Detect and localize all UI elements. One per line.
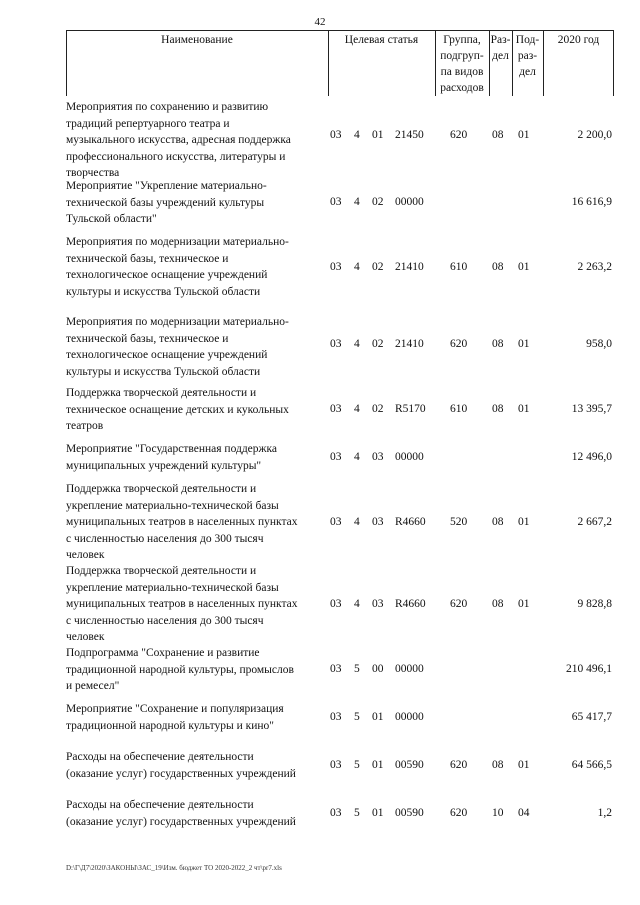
code-subprogram: 4 [354,451,360,463]
row-name: Мероприятия по модернизации материально- технической базы, техническое и технологическое оснащение учреждений культуры и искусства Тульской области [66,236,289,298]
code-program: 03 [330,516,342,528]
expense-group: 620 [450,598,468,610]
header-name: Наименование [161,34,233,46]
code-event: 01 [372,759,384,771]
code-event: 00 [372,663,384,675]
code-direction: 00000 [395,196,424,208]
code-event: 03 [372,451,384,463]
expense-group: 610 [450,403,468,415]
code-subprogram: 4 [354,261,360,273]
code-subprogram: 5 [354,807,360,819]
code-event: 03 [372,516,384,528]
code-direction: 21410 [395,338,424,350]
code-program: 03 [330,598,342,610]
row-name: Мероприятие "Государственная поддержка муниципальных учреждений культуры" [66,443,278,472]
row-name: Поддержка творческой деятельности и укрепление материально-технической базы муниципальных театров в населенных пунктах с численностью населения до 300 тысяч человек [66,565,298,643]
section-code: 10 [492,807,504,819]
code-direction: 00000 [395,663,424,675]
code-event: 01 [372,129,384,141]
amount: 2 263,2 [577,261,612,273]
code-subprogram: 4 [354,598,360,610]
code-direction: 00590 [395,759,424,771]
file-path-footer: D:\Г\Д7\2020\ЗАКОНЫ\ЗАС_19\Изм. бюджет ТО 2020-2022_2 чт\pr7.xls [66,864,282,872]
row-name: Расходы на обеспечение деятельности (оказание услуг) государственных учреждений [66,751,296,780]
row-name: Мероприятия по сохранению и развитию традиций репертуарного театра и музыкального искусства, адресная поддержка профессионального искусства, литературы и творчества [66,101,291,179]
row-name: Расходы на обеспечение деятельности (оказание услуг) государственных учреждений [66,799,296,828]
expense-group: 520 [450,516,468,528]
row-name: Мероприятия по модернизации материально- технической базы, техническое и технологическое оснащение учреждений культуры и искусства Тульской области [66,316,289,378]
section-code: 08 [492,759,504,771]
code-event: 01 [372,807,384,819]
amount: 13 395,7 [571,403,612,415]
code-direction: 21450 [395,129,424,141]
section-code: 08 [492,516,504,528]
code-subprogram: 4 [354,516,360,528]
section-code: 08 [492,403,504,415]
code-program: 03 [330,338,342,350]
header-subsection: Под- раз- дел [515,34,540,78]
section-code: 08 [492,338,504,350]
amount: 210 496,1 [566,663,612,675]
code-direction: 21410 [395,261,424,273]
code-direction: 00000 [395,711,424,723]
subsection-code: 04 [518,807,530,819]
subsection-code: 01 [518,516,530,528]
table-header [66,30,614,96]
header-section: Раз- дел [490,34,511,62]
row-name: Мероприятие "Укрепление материально- технической базы учреждений культуры Тульской области" [66,180,267,225]
code-direction: R4660 [395,516,426,528]
amount: 958,0 [586,338,612,350]
code-event: 01 [372,711,384,723]
code-program: 03 [330,711,342,723]
amount: 16 616,9 [571,196,612,208]
code-direction: 00590 [395,807,424,819]
expense-group: 620 [450,338,468,350]
section-code: 08 [492,598,504,610]
code-subprogram: 4 [354,338,360,350]
code-event: 02 [372,338,384,350]
amount: 65 417,7 [571,711,612,723]
expense-group: 620 [450,129,468,141]
subsection-code: 01 [518,338,530,350]
code-program: 03 [330,663,342,675]
expense-group: 620 [450,807,468,819]
code-direction: 00000 [395,451,424,463]
expense-group: 610 [450,261,468,273]
code-event: 03 [372,598,384,610]
page-number: 42 [314,16,326,28]
code-subprogram: 4 [354,403,360,415]
code-subprogram: 5 [354,711,360,723]
code-program: 03 [330,807,342,819]
header-group: Группа, подгруп- па видов расходов [440,34,484,94]
row-name: Мероприятие "Сохранение и популяризация традиционной народной культуры и кино" [66,703,284,732]
amount: 12 496,0 [571,451,612,463]
header-top-border [66,30,614,31]
header-target: Целевая статья [344,34,419,46]
code-subprogram: 4 [354,129,360,141]
amount: 1,2 [597,807,612,819]
code-subprogram: 5 [354,759,360,771]
subsection-code: 01 [518,598,530,610]
row-name: Поддержка творческой деятельности и укрепление материально-технической базы муниципальных театров в населенных пунктах с численностью населения до 300 тысяч человек [66,483,298,561]
section-code: 08 [492,261,504,273]
code-program: 03 [330,261,342,273]
amount: 64 566,5 [571,759,612,771]
code-subprogram: 5 [354,663,360,675]
section-code: 08 [492,129,504,141]
code-program: 03 [330,196,342,208]
code-direction: R5170 [395,403,426,415]
subsection-code: 01 [518,759,530,771]
code-subprogram: 4 [354,196,360,208]
expense-group: 620 [450,759,468,771]
row-name: Поддержка творческой деятельности и техническое оснащение детских и кукольных театров [66,387,289,432]
code-event: 02 [372,196,384,208]
code-program: 03 [330,451,342,463]
code-program: 03 [330,129,342,141]
code-program: 03 [330,759,342,771]
amount: 2 667,2 [577,516,612,528]
subsection-code: 01 [518,403,530,415]
row-name: Подпрограмма "Сохранение и развитие традиционной народной культуры, промыслов и ремесел" [66,647,294,692]
code-direction: R4660 [395,598,426,610]
code-event: 02 [372,261,384,273]
subsection-code: 01 [518,129,530,141]
header-year: 2020 год [557,34,600,46]
subsection-code: 01 [518,261,530,273]
code-event: 02 [372,403,384,415]
code-program: 03 [330,403,342,415]
amount: 9 828,8 [577,598,612,610]
amount: 2 200,0 [577,129,612,141]
